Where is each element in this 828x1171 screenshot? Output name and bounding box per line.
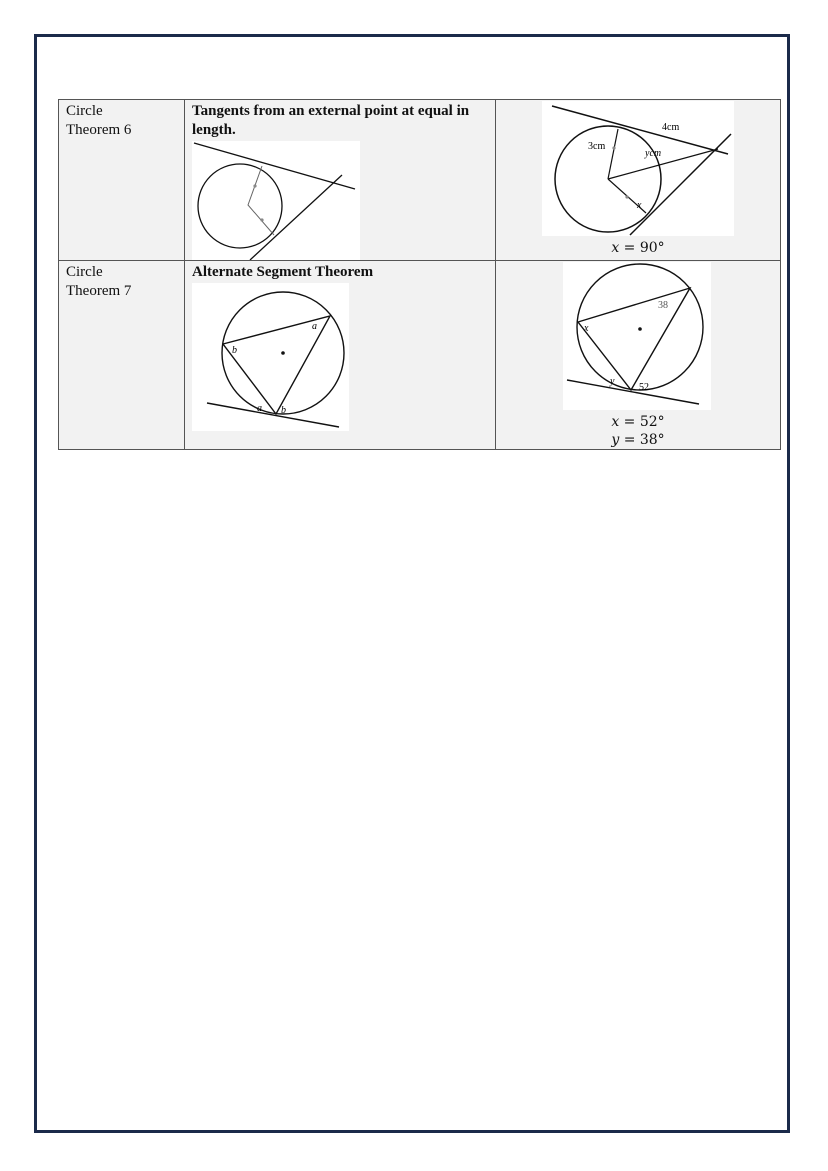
answer-line <box>496 239 780 257</box>
alternate-segment-example-diagram <box>563 262 711 410</box>
label-x-angle: x <box>637 200 642 211</box>
tangents-example-diagram <box>542 101 734 236</box>
tangents-circle <box>198 164 282 248</box>
answer-block <box>496 413 780 449</box>
alternate-segment-diagram <box>192 283 349 431</box>
theorem-name-line2: Theorem 7 <box>66 283 132 299</box>
label-3cm: 3cm <box>588 141 606 152</box>
answer-line <box>496 413 780 431</box>
label-b-bottom: b <box>281 405 286 416</box>
inscribed-triangle <box>578 288 690 390</box>
theorem-description-cell <box>185 100 496 261</box>
center-lines <box>608 129 718 213</box>
theorem-description-cell <box>185 261 496 450</box>
theorem-name-line2: Theorem 6 <box>66 122 132 138</box>
label-a-top: a <box>312 321 317 332</box>
answer-value: = 38° <box>623 432 665 448</box>
tangent-line <box>567 380 699 404</box>
tangent-line-top <box>552 106 728 154</box>
example-cell <box>496 261 781 450</box>
label-52: 52 <box>639 382 649 393</box>
tangent-line <box>207 403 339 427</box>
theorem-name-line1: Circle <box>66 103 103 119</box>
theorem-name-cell <box>59 261 185 450</box>
answer-value: = 90° <box>623 240 665 256</box>
example-cell <box>496 100 781 261</box>
label-y: y <box>610 376 615 387</box>
table-row-theorem-6 <box>59 100 781 261</box>
tangents-diagram <box>192 141 360 260</box>
answer-value: = 52° <box>623 414 665 430</box>
theorem-title: Alternate Segment Theorem <box>192 264 374 280</box>
theorems-table <box>58 99 781 450</box>
table-row-theorem-7 <box>59 261 781 450</box>
center-dot <box>638 327 642 331</box>
tangent-line-lower <box>250 175 342 260</box>
theorem-name-cell <box>59 100 185 261</box>
example-circle <box>577 264 703 390</box>
answer-variable: x <box>611 414 620 430</box>
label-4cm: 4cm <box>662 122 680 133</box>
theorem-title: Tangents from an external point at equal in length. <box>192 103 470 138</box>
center-dot <box>281 351 285 355</box>
label-b-left: b <box>232 345 237 356</box>
label-38: 38 <box>658 300 668 311</box>
answer-variable: x <box>611 240 620 256</box>
answer-block <box>496 239 780 257</box>
theorem-name-line1: Circle <box>66 264 103 280</box>
label-a-bottom: a <box>257 403 262 414</box>
label-ycm: ycm <box>645 148 662 159</box>
answer-variable: y <box>611 432 620 448</box>
label-x: x <box>584 323 589 334</box>
answer-line <box>496 431 780 449</box>
